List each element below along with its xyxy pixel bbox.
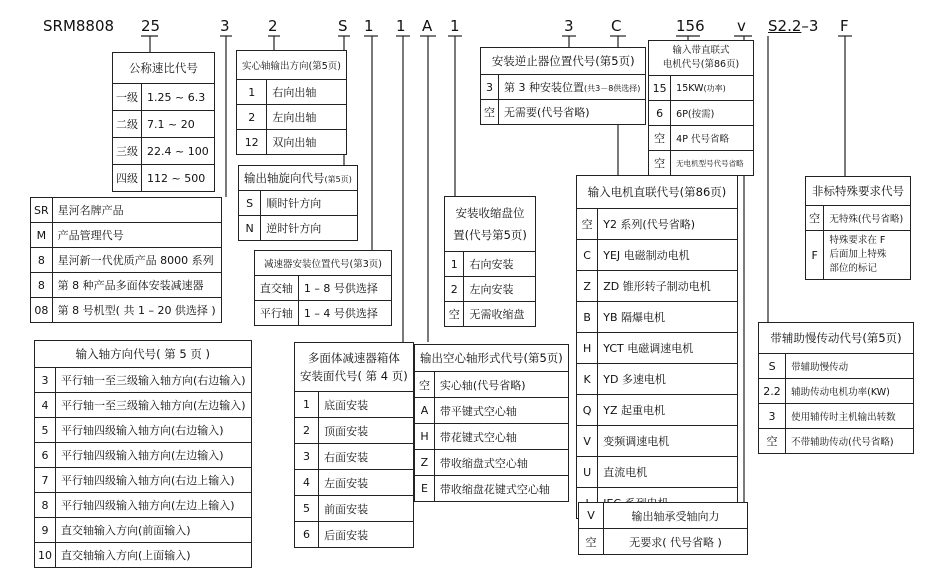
code-series: SRM8808: [43, 17, 115, 35]
motor-type-value: 变频调速电机: [598, 426, 738, 457]
code-aux-drive: [768, 17, 818, 35]
rotation-key: N: [239, 216, 261, 241]
motor-type-key: C: [577, 240, 598, 271]
ratio-value: 112 ~ 500: [142, 165, 215, 192]
motor-type-value: ZD 锥形转子制动电机: [598, 271, 738, 302]
mount-face-title-line2: 安装面代号( 第 4 页): [300, 369, 408, 383]
code-hollow-shaft: A: [422, 17, 433, 35]
aux-drive-table: [758, 322, 914, 454]
input-dir-table: [34, 340, 252, 568]
mount-face-value: 左面安装: [319, 470, 414, 496]
motor-code-value: 15KW: [676, 82, 704, 94]
output-dir-key: 1: [237, 80, 267, 105]
output-dir-key: 2: [237, 105, 267, 130]
backstop-key: 3: [481, 75, 499, 100]
output-dir-value: 左向出轴: [267, 105, 347, 130]
hollow-shaft-value: 带花键式空心轴: [434, 424, 568, 450]
motor-type-value: YZ 起重电机: [598, 395, 738, 426]
motor-type-value: YCT 电磁调速电机: [598, 333, 738, 364]
aux-drive-title: 带辅助慢传动代号(第5页): [759, 323, 914, 354]
brand-value: 产品管理代号: [52, 223, 221, 248]
motor-type-key: V: [577, 426, 598, 457]
shrink-disc-key: 2: [445, 277, 464, 302]
input-dir-key: 8: [35, 493, 56, 518]
ratio-value: 1.25 ~ 6.3: [142, 84, 215, 111]
input-dir-key: 10: [35, 543, 56, 568]
output-load-value: 无要求( 代号省略 ): [604, 529, 748, 555]
rotation-value: 逆时针方向: [261, 216, 358, 241]
rotation-key: S: [239, 191, 261, 216]
aux-drive-value: 使用辅传时主机输出转数: [786, 404, 914, 429]
shrink-disc-table: [444, 196, 536, 327]
aux-drive-key: 3: [759, 404, 786, 429]
output-load-table: [578, 502, 748, 555]
shrink-disc-key: 1: [445, 252, 464, 277]
hollow-shaft-value: 带平键式空心轴: [434, 398, 568, 424]
code-backstop: 3: [564, 17, 574, 35]
reducer-pos-key: 平行轴: [255, 301, 299, 326]
motor-code-value: 无电机型号代号省略: [671, 151, 754, 176]
hollow-shaft-key: H: [415, 424, 435, 450]
motor-type-title: 输入电机直联代号(第86页): [577, 176, 738, 209]
motor-code-key: 6: [649, 101, 671, 126]
input-dir-value: 平行轴四级输入轴方向(右边输入): [56, 418, 252, 443]
code-output-load: v: [737, 17, 746, 35]
shrink-disc-value: 左向安装: [464, 277, 536, 302]
hollow-shaft-value: 带收缩盘式空心轴: [434, 450, 568, 476]
backstop-value: 无需要(代号省略): [499, 100, 646, 125]
mount-face-value: 底面安装: [319, 392, 414, 418]
mount-face-value: 顶面安装: [319, 418, 414, 444]
shrink-disc-value: 右向安装: [464, 252, 536, 277]
reducer-pos-table: [254, 250, 392, 326]
aux-drive-key: 2.2: [759, 379, 786, 404]
code-input-dir: 3: [220, 17, 230, 35]
mount-face-value: 前面安装: [319, 496, 414, 522]
input-dir-value: 平行轴四级输入轴方向(左边上输入): [56, 493, 252, 518]
shrink-disc-title-line1: 安装收缩盘位: [455, 206, 525, 220]
mount-face-value: 后面安装: [319, 522, 414, 548]
code-mount-face: 1: [396, 17, 406, 35]
hollow-shaft-value: 带收缩盘花键式空心轴: [434, 476, 568, 502]
shrink-disc-value: 无需收缩盘: [464, 302, 536, 327]
motor-code-table: [648, 40, 754, 176]
hollow-shaft-key: 空: [415, 372, 435, 398]
motor-type-key: Q: [577, 395, 598, 426]
brand-key: M: [31, 223, 53, 248]
motor-type-key: K: [577, 364, 598, 395]
ratio-key: 二级: [113, 111, 142, 138]
ratio-title: 公称速比代号: [113, 53, 215, 84]
reducer-pos-key: 直交轴: [255, 276, 299, 301]
output-load-key: V: [579, 503, 604, 529]
special-value: 特殊要求在 F 后面加上特殊 部位的标记: [824, 231, 911, 280]
mount-face-key: 6: [295, 522, 319, 548]
code-reducer-pos: 1: [364, 17, 374, 35]
motor-code-title-line2: 电机代号(第86页): [662, 59, 740, 70]
rotation-title-cell: [239, 166, 358, 191]
rotation-table: [238, 165, 358, 241]
input-dir-key: 9: [35, 518, 56, 543]
ratio-key: 三级: [113, 138, 142, 165]
backstop-title: 安装逆止器位置代号(第5页): [481, 48, 646, 75]
code-aux-drive-main: S2.2: [768, 17, 802, 35]
input-dir-key: 5: [35, 418, 56, 443]
input-dir-value: 直交轴输入方向(上面输入): [56, 543, 252, 568]
input-dir-value: 直交轴输入方向(前面输入): [56, 518, 252, 543]
special-table: [805, 176, 911, 280]
motor-type-key: Z: [577, 271, 598, 302]
shrink-disc-title-cell: [445, 197, 536, 252]
code-ratio: 25: [141, 17, 161, 35]
input-dir-value: 平行轴一至三级输入轴方向(右边输入): [56, 368, 252, 393]
mount-face-key: 5: [295, 496, 319, 522]
mount-face-title-line1: 多面体减速器箱体: [307, 351, 400, 365]
mount-face-value: 右面安装: [319, 444, 414, 470]
input-dir-title: 输入轴方向代号( 第 5 页 ): [35, 341, 252, 368]
motor-code-title-cell: [649, 41, 754, 76]
rotation-value: 顺时针方向: [261, 191, 358, 216]
brand-value: 星河新一代优质产品 8000 系列: [52, 248, 221, 273]
ratio-value: 22.4 ~ 100: [142, 138, 215, 165]
code-motor-power: 156: [676, 17, 705, 35]
motor-code-key: 15: [649, 76, 671, 101]
motor-type-key: 空: [577, 209, 598, 240]
brand-table: [30, 197, 222, 323]
code-rotation: S: [338, 17, 348, 35]
code-output-dir: 2: [268, 17, 278, 35]
ratio-table: [112, 52, 215, 192]
input-dir-key: 6: [35, 443, 56, 468]
brand-key: 8: [31, 273, 53, 298]
brand-key: 8: [31, 248, 53, 273]
aux-drive-value: 带辅助慢传动: [786, 354, 914, 379]
code-motor-type: C: [611, 17, 622, 35]
hollow-shaft-key: Z: [415, 450, 435, 476]
backstop-note: (共3－8供选择): [584, 84, 641, 93]
input-dir-value: 平行轴一至三级输入轴方向(左边输入): [56, 393, 252, 418]
motor-code-value: 6P(按需): [671, 101, 754, 126]
ratio-value: 7.1 ~ 20: [142, 111, 215, 138]
reducer-pos-value: 1 – 4 号供选择: [298, 301, 391, 326]
output-load-key: 空: [579, 529, 604, 555]
mount-face-title-cell: [295, 343, 414, 392]
motor-code-key: 空: [649, 151, 671, 176]
hollow-shaft-value: 实心轴(代号省略): [434, 372, 568, 398]
hollow-shaft-title: 输出空心轴形式代号(第5页): [415, 345, 569, 372]
special-key: 空: [806, 206, 824, 231]
brand-key: 08: [31, 298, 53, 323]
motor-type-value: Y2 系列(代号省略): [598, 209, 738, 240]
motor-code-note: (功率): [703, 83, 726, 93]
backstop-value-cell: [499, 75, 646, 100]
output-dir-value: 双向出轴: [267, 130, 347, 155]
mount-face-key: 2: [295, 418, 319, 444]
output-dir-value: 右向出轴: [267, 80, 347, 105]
special-title: 非标特殊要求代号: [806, 177, 911, 206]
input-dir-key: 7: [35, 468, 56, 493]
mount-face-key: 4: [295, 470, 319, 496]
backstop-value: 第 3 种安装位置: [504, 81, 584, 94]
motor-type-key: B: [577, 302, 598, 333]
brand-value: 第 8 种产品多面体安装减速器: [52, 273, 221, 298]
input-dir-key: 3: [35, 368, 56, 393]
hollow-shaft-key: E: [415, 476, 435, 502]
motor-type-table: [576, 175, 738, 519]
backstop-table: [480, 47, 646, 125]
aux-drive-key: 空: [759, 429, 786, 454]
reducer-pos-title: 减速器安装位置代号(第3页): [255, 251, 392, 276]
output-load-value: 输出轴承受轴向力: [604, 503, 748, 529]
motor-type-key: U: [577, 457, 598, 488]
output-dir-title: 实心轴输出方向(第5页): [237, 51, 347, 80]
ratio-key: 一级: [113, 84, 142, 111]
code-aux-drive-speed: –3: [801, 17, 819, 35]
aux-drive-value: 不带辅助传动(代号省略): [786, 429, 914, 454]
shrink-disc-title-line2: 置(代号第5页): [453, 228, 527, 242]
motor-type-value: YD 多速电机: [598, 364, 738, 395]
special-value: 无特殊(代号省略): [824, 206, 911, 231]
motor-type-value: YEJ 电磁制动电机: [598, 240, 738, 271]
special-key: F: [806, 231, 824, 280]
mount-face-table: [294, 342, 414, 548]
output-dir-key: 12: [237, 130, 267, 155]
output-dir-table: [236, 50, 347, 155]
ratio-key: 四级: [113, 165, 142, 192]
motor-code-value: 4P 代号省略: [671, 126, 754, 151]
aux-drive-key: S: [759, 354, 786, 379]
motor-type-key: H: [577, 333, 598, 364]
motor-type-value: 直流电机: [598, 457, 738, 488]
motor-type-value: YB 隔爆电机: [598, 302, 738, 333]
mount-face-key: 1: [295, 392, 319, 418]
input-dir-key: 4: [35, 393, 56, 418]
shrink-disc-key: 空: [445, 302, 464, 327]
backstop-key: 空: [481, 100, 499, 125]
brand-key: SR: [31, 198, 53, 223]
rotation-title: 输出轴旋向代号: [244, 171, 325, 185]
mount-face-key: 3: [295, 444, 319, 470]
brand-value: 星河名牌产品: [52, 198, 221, 223]
code-shrink-disc: 1: [450, 17, 460, 35]
reducer-pos-value: 1 – 8 号供选择: [298, 276, 391, 301]
rotation-title-note: (第5页): [324, 175, 352, 184]
code-special: F: [840, 17, 849, 35]
aux-drive-value: 辅助传动电机功率(KW): [786, 379, 914, 404]
hollow-shaft-key: A: [415, 398, 435, 424]
input-dir-value: 平行轴四级输入轴方向(右边上输入): [56, 468, 252, 493]
motor-code-key: 空: [649, 126, 671, 151]
motor-code-value-cell: [671, 76, 754, 101]
hollow-shaft-table: [414, 344, 569, 502]
motor-code-title-line1: 输入带直联式: [672, 45, 730, 56]
brand-value: 第 8 号机型( 共 1 – 20 供选择 ): [52, 298, 221, 323]
input-dir-value: 平行轴四级输入轴方向(左边输入): [56, 443, 252, 468]
